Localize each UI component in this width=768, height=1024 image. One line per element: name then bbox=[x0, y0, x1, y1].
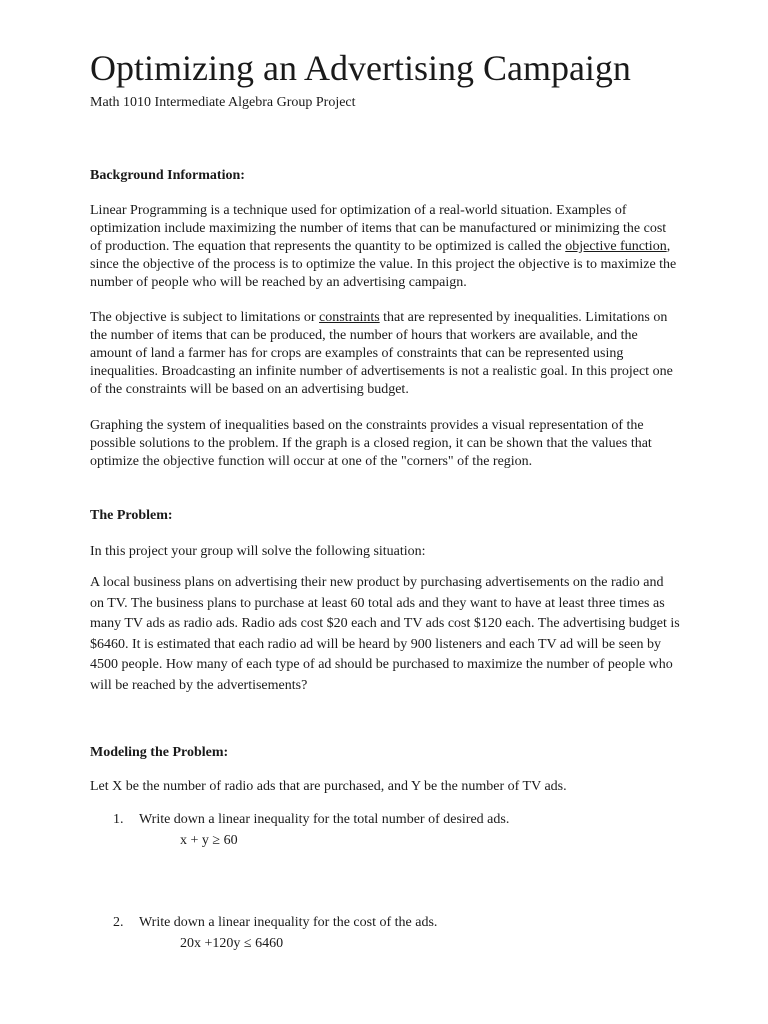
background-paragraph-3: Graphing the system of inequalities based on the constraints provides a visual representation of the possible solutions to the problem. If the graph is a closed region, it can be shown that the values that optimize the objective function will occur at one of the "corners" of the region. bbox=[90, 418, 652, 469]
item-question: Write down a linear inequality for the total number of desired ads. bbox=[139, 812, 510, 827]
document-title: Optimizing an Advertising Campaign bbox=[90, 48, 631, 88]
background-heading: Background Information: bbox=[90, 168, 245, 183]
modeling-intro: Let X be the number of radio ads that are purchased, and Y be the number of TV ads. bbox=[90, 779, 567, 794]
list-item bbox=[113, 812, 509, 828]
problem-heading: The Problem: bbox=[90, 508, 173, 523]
background-paragraph-2 bbox=[90, 309, 680, 399]
background-p1-text-b: , since the objective of the process is to optimize the value. In this project the objective is to maximize the number of people who will be reached by an advertising campaign. bbox=[90, 239, 677, 290]
objective-function-term: objective function bbox=[565, 239, 667, 254]
problem-text: A local business plans on advertising their new product by purchasing advertisements on the radio and on TV. The business plans to purchase at least 60 total ads and they want to have at least three times as many TV ads as radio ads. Radio ads cost $20 each and TV ads cost $120 each. The advertising budget is $6460. It is estimated that each radio ad will be heard by 900 listeners and each TV ad will be seen by 4500 people. How many of each type of ad should be purchased to maximize the number of people who will be reached by the advertisements? bbox=[90, 575, 680, 693]
item-question: Write down a linear inequality for the cost of the ads. bbox=[139, 915, 438, 930]
item-number: 1. bbox=[113, 812, 124, 827]
background-p1-text-a: Linear Programming is a technique used for optimization of a real-world situation. Examples of optimization include maximizing the number of items that can be manufactured or minimizing the cost of production. The equation that represents the quantity to be optimized is called the bbox=[90, 203, 667, 254]
problem-intro: In this project your group will solve the following situation: bbox=[90, 544, 426, 559]
item-answer: 20x +120y ≤ 6460 bbox=[180, 936, 284, 951]
document-subtitle: Math 1010 Intermediate Algebra Group Project bbox=[90, 95, 356, 110]
item-number: 2. bbox=[113, 915, 124, 930]
background-paragraph-1 bbox=[90, 202, 680, 292]
list-item bbox=[113, 915, 437, 931]
modeling-heading: Modeling the Problem: bbox=[90, 745, 229, 760]
background-p2-text-a: The objective is subject to limitations or bbox=[90, 310, 320, 325]
constraints-term: constraints bbox=[319, 310, 380, 325]
item-answer: x + y ≥ 60 bbox=[180, 833, 238, 848]
background-p2-text-b: that are represented by inequalities. Limitations on the number of items that can be produced, the number of hours that workers are available, and the amount of land a farmer has for crops are examples of constraints that can be represented using inequalities. Broadcasting an infinite number of advertisements is not a realistic goal. In this project one of the constraints will be based on an advertising budget. bbox=[90, 310, 673, 397]
